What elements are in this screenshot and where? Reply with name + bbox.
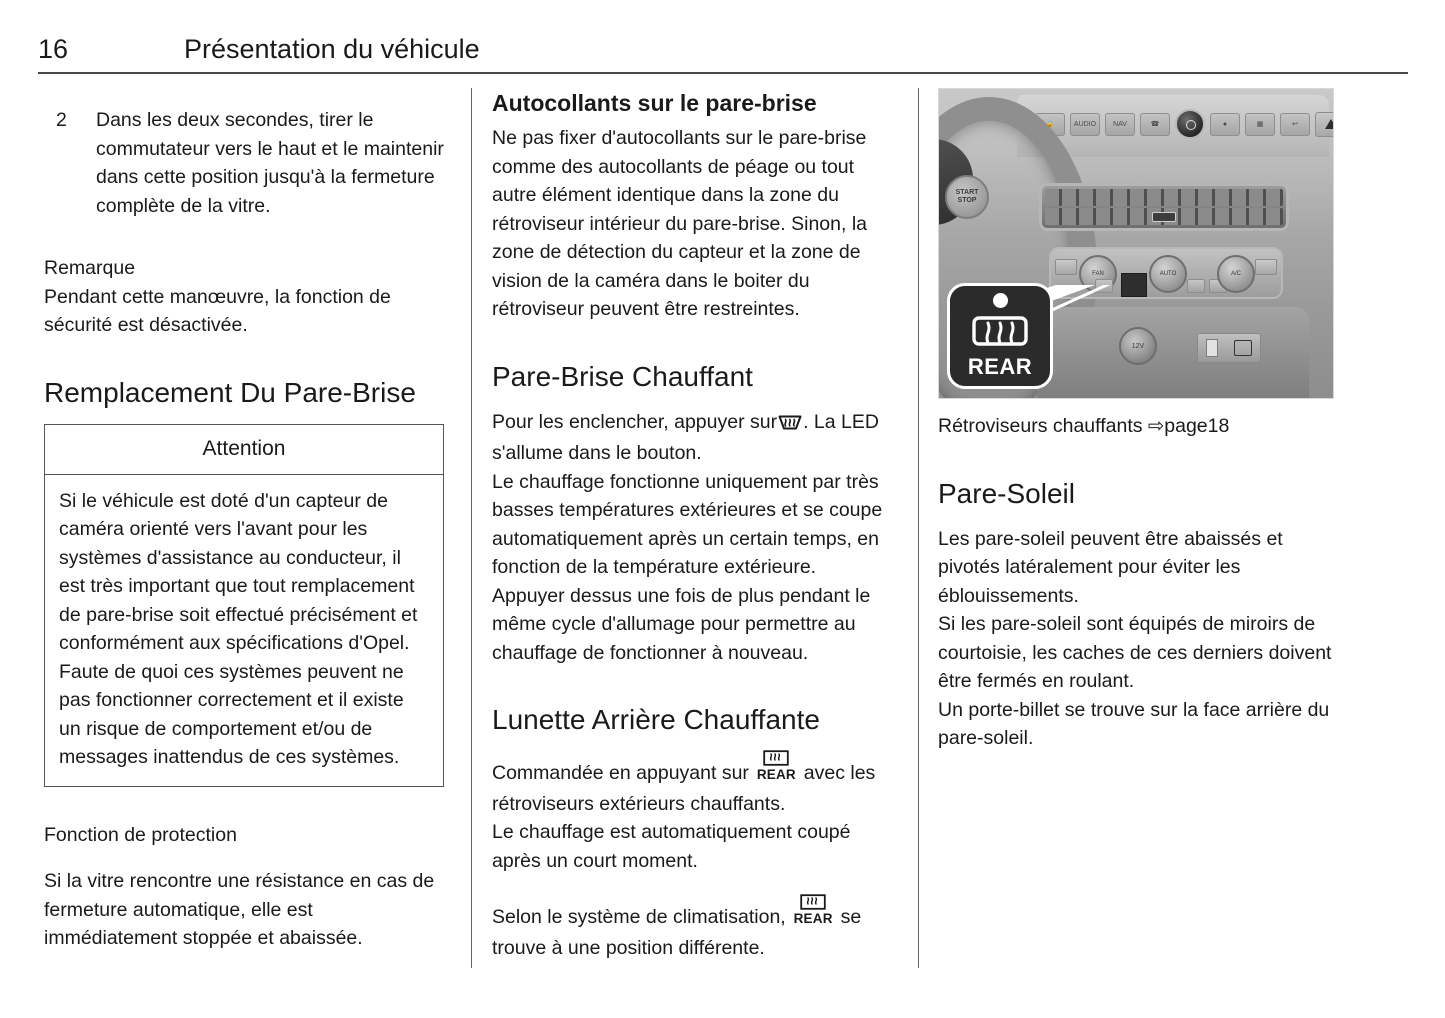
step-text: Dans les deux secondes, tirer le commutateur vers le haut et le maintenir dans cette position jusqu'à la fermeture complète de la vitre. <box>96 109 444 217</box>
hazard-button <box>1315 112 1334 137</box>
callout-rear-label: REAR <box>967 353 1033 379</box>
sunvisor-paragraph-2: Si les pare-soleil sont équipés de miroirs de courtoisie, les caches de ces derniers doivent être fermés en roulant. <box>938 613 1332 692</box>
center-air-vent <box>1039 183 1289 231</box>
column-divider-2 <box>918 88 919 968</box>
phone-button-icon: ☎ <box>1140 113 1170 136</box>
section-heading-sun-visors: Pare-Soleil <box>938 477 1075 509</box>
windshield-defrost-icon <box>778 411 802 440</box>
ac-knob: A/C <box>1217 255 1255 293</box>
rear-defrost-glyph <box>763 746 789 775</box>
sunvisor-paragraph-1: Les pare-soleil peuvent être abaissés et pivotés latéralement pour éviter les éblouissements. <box>938 527 1283 607</box>
heated-windshield-paragraph-3: Appuyer dessus une fois de plus pendant le même cycle d'allumage pour permettre au chauffage de fonctionner à nouveau. <box>492 584 871 664</box>
callout-leader-lines <box>1039 285 1209 375</box>
rear-window-paragraph-2: Le chauffage est automatiquement coupé après un court moment. <box>492 821 851 872</box>
figure-caption <box>938 412 1338 441</box>
rear-window-p3-after: se trouve à une position différente. <box>492 906 862 959</box>
dashboard-figure <box>938 88 1334 399</box>
warning-title: Attention <box>45 425 443 475</box>
cross-reference-page: page18 <box>1164 415 1230 437</box>
start-stop-line-2: STOP <box>957 197 977 204</box>
lock-button-icon: 🔒 <box>1035 113 1065 136</box>
warning-text: Si le véhicule est doté d'un capteur de caméra orienté vers l'avant pour les systèmes d'assistance au conducteur, il est très important que tout remplacement de pare-brise soit effectué précisément et conformément aux spécifications d'Opel. Faute de quoi ces systèmes peuvent ne pas fonctionner correctement et il existe un risque de comportement et/ou de messages inattendus de ces systèmes. <box>59 489 418 768</box>
cross-reference-arrow-icon: ⇨ <box>1147 415 1165 437</box>
protection-text: Si la vitre rencontre une résistance en cas de fermeture automatique, elle est immédiatement stoppée et abaissée. <box>44 870 435 949</box>
power-socket-12v: 12V <box>1119 327 1157 365</box>
heated-windshield-paragraph-2: Le chauffage fonctionne uniquement par très basses températures extérieures et se coupe automatiquement après un certain temps, en fonction de la température extérieure. <box>492 470 883 578</box>
warning-box <box>44 424 444 787</box>
rear-window-text-after: avec les rétroviseurs extérieurs chauffants. <box>492 762 876 815</box>
rear-defrost-icon-2 <box>793 903 833 934</box>
rear-window-paragraph-1 <box>492 759 896 818</box>
hazard-triangle-icon <box>1325 119 1334 129</box>
rear-defrost-glyph-2 <box>800 890 826 919</box>
settings-button-icon: ● <box>1210 113 1240 136</box>
protection-heading: Fonction de protection <box>44 823 237 846</box>
page-number: 16 <box>38 34 69 64</box>
vent-adjust-knob <box>1152 212 1176 222</box>
page-title: Présentation du véhicule <box>184 34 480 64</box>
sunvisor-paragraph-3: Un porte-billet se trouve sur la face arrière du pare-soleil. <box>938 698 1330 749</box>
step-number: 2 <box>56 109 67 131</box>
stickers-text: Ne pas fixer d'autocollants sur le pare-brise comme des autocollants de péage ou tout autre élément identique dans la zone du rétroviseur intérieur du pare-brise. Sinon, la zone de détection du capteur et la zone de vision de la caméra dans le boiter du rétroviseur peuvent être restreintes. <box>492 127 868 320</box>
rear-defrost-label-2: REAR <box>793 911 833 926</box>
note-text: Pendant cette manœuvre, la fonction de sécurité est désactivée. <box>44 285 391 336</box>
column-2 <box>492 88 896 962</box>
note-heading: Remarque <box>44 257 136 279</box>
rear-defrost-callout <box>947 283 1053 389</box>
apps-button-icon: ▦ <box>1245 113 1275 136</box>
column-divider-1 <box>471 88 472 968</box>
auto-temperature-knob: AUTO <box>1149 255 1187 293</box>
callout-rear-defrost-icon <box>971 315 1029 351</box>
dashboard-button-row <box>1035 109 1334 139</box>
heated-windshield-text-after: . La LED s'allume dans le bouton. <box>492 410 879 464</box>
back-button-icon: ↩ <box>1280 113 1310 136</box>
column-3 <box>938 88 1338 753</box>
aux-port-icon <box>1234 340 1252 356</box>
audio-button: AUDIO <box>1070 113 1100 136</box>
fan-speed-knob: FAN <box>1079 255 1117 293</box>
numbered-step <box>44 106 444 220</box>
volume-knob <box>1175 109 1205 139</box>
column-1 <box>44 88 444 953</box>
seat-heater-left-button <box>1055 259 1077 275</box>
rear-defrost-label: REAR <box>756 767 796 782</box>
rear-window-text-before: Commandée en appuyant sur <box>492 762 749 784</box>
rear-window-p3-before: Selon le système de climatisation, <box>492 906 786 928</box>
section-heading-windshield-replacement: Remplacement Du Pare-Brise <box>44 376 416 408</box>
figure-caption-text: Rétroviseurs chauffants <box>938 415 1143 437</box>
rear-window-paragraph-3 <box>492 903 896 962</box>
subheading-windshield-stickers: Autocollants sur le pare-brise <box>492 90 817 116</box>
callout-led-indicator <box>993 293 1008 308</box>
vent-louvre-top <box>1045 189 1283 206</box>
start-stop-button <box>945 175 989 219</box>
heated-windshield-paragraph-1 <box>492 408 896 468</box>
page-header <box>38 34 1408 74</box>
header-divider <box>38 72 1408 74</box>
section-heading-heated-windshield: Pare-Brise Chauffant <box>492 360 753 392</box>
start-stop-line-1: START <box>955 189 979 196</box>
heated-windshield-text-before: Pour les enclencher, appuyer sur <box>492 410 778 433</box>
nav-button: NAV <box>1105 113 1135 136</box>
section-heading-heated-rear-window: Lunette Arrière Chauffante <box>492 704 820 735</box>
seat-heater-right-button <box>1255 259 1277 275</box>
rear-defrost-icon <box>756 759 796 790</box>
